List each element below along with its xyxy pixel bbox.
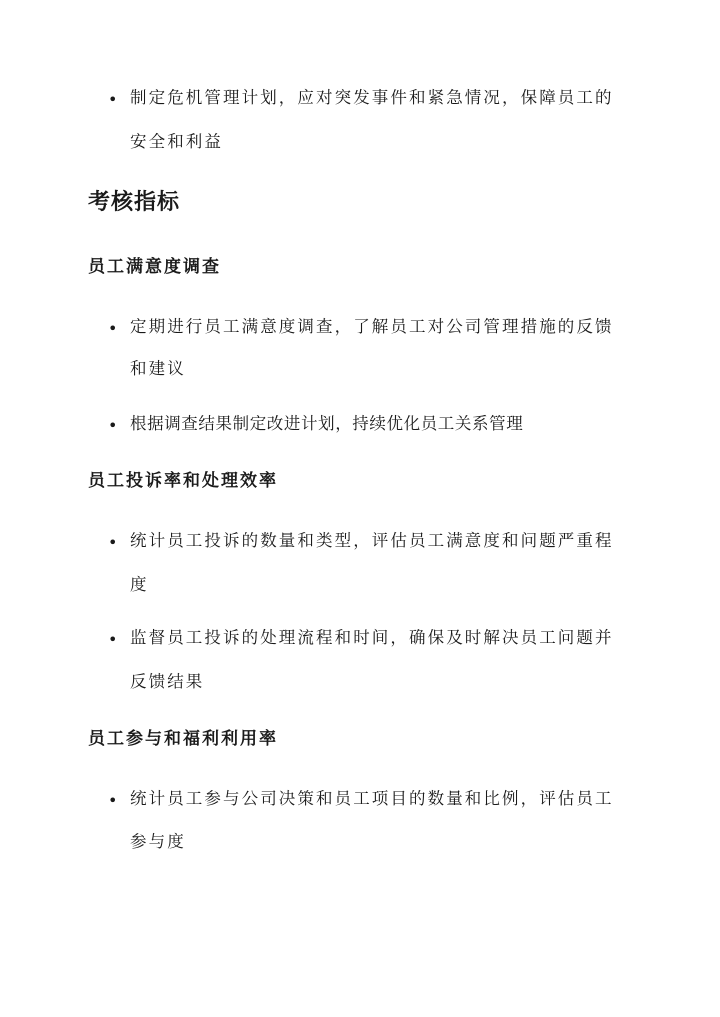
bullet-icon: • — [108, 630, 118, 649]
list-item-text: 统计员工投诉的数量和类型，评估员工满意度和问题严重程 — [130, 531, 614, 550]
bullet-icon: • — [108, 791, 118, 810]
bullet-icon: • — [108, 533, 118, 552]
subsection-heading: 员工投诉率和处理效率 — [88, 471, 278, 491]
list-item-text: 根据调查结果制定改进计划，持续优化员工关系管理 — [130, 414, 524, 433]
subsection-heading: 员工参与和福利利用率 — [88, 729, 278, 749]
list-item-text: 度 — [130, 575, 149, 594]
bullet-icon: • — [108, 416, 118, 435]
list-item-text: 参与度 — [130, 832, 186, 851]
bullet-icon: • — [108, 90, 118, 109]
list-item-text: 反馈结果 — [130, 672, 205, 691]
list-item-text: 统计员工参与公司决策和员工项目的数量和比例，评估员工 — [130, 789, 614, 808]
list-item-text: 和建议 — [130, 359, 186, 378]
list-item-text: 安全和利益 — [130, 132, 223, 151]
section-heading: 考核指标 — [88, 189, 181, 215]
list-item-text: 定期进行员工满意度调查，了解员工对公司管理措施的反馈 — [130, 317, 614, 336]
subsection-heading: 员工满意度调查 — [88, 257, 221, 277]
list-item-text: 监督员工投诉的处理流程和时间，确保及时解决员工问题并 — [130, 628, 614, 647]
list-item-text: 制定危机管理计划，应对突发事件和紧急情况，保障员工的 — [130, 88, 614, 107]
bullet-icon: • — [108, 319, 118, 338]
